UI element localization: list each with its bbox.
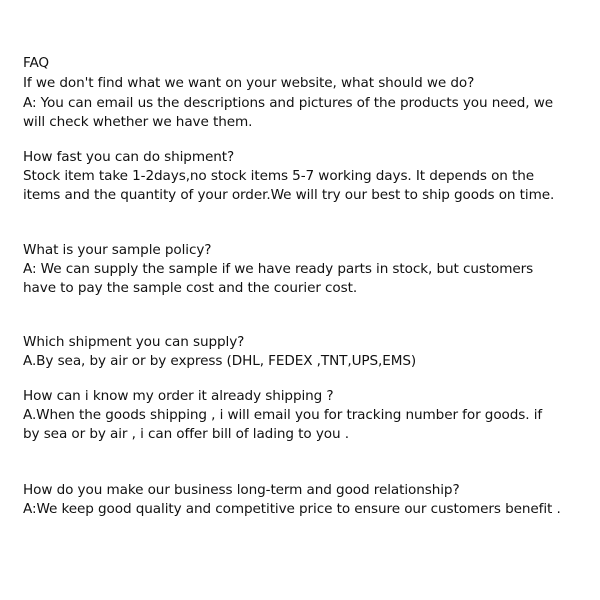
faq-answer-2-line-1: Stock item take 1-2days,no stock items 5-7 working days. It depends on the: [23, 168, 535, 184]
faq-answer-2-line-2: items and the quantity of your order.We will try our best to ship goods on time.: [23, 187, 555, 203]
faq-answer-4-line-1: A.By sea, by air or by express (DHL, FEDEX ,TNT,UPS,EMS): [23, 353, 417, 369]
faq-heading: FAQ: [23, 55, 50, 71]
faq-answer-1-line-2: will check whether we have them.: [23, 114, 253, 130]
faq-question-4: Which shipment you can supply?: [23, 334, 245, 350]
faq-answer-1-line-1: A: You can email us the descriptions and pictures of the products you need, we: [23, 95, 554, 111]
faq-answer-3-line-1: A: We can supply the sample if we have ready parts in stock, but customers: [23, 261, 534, 277]
faq-answer-6-line-1: A:We keep good quality and competitive price to ensure our customers benefit .: [23, 501, 561, 517]
faq-answer-3-line-2: have to pay the sample cost and the courier cost.: [23, 280, 358, 296]
faq-answer-5-line-1: A.When the goods shipping , i will email you for tracking number for goods. if: [23, 407, 543, 423]
faq-question-5: How can i know my order it already shipping ?: [23, 388, 334, 404]
faq-question-2: How fast you can do shipment?: [23, 149, 235, 165]
faq-answer-5-line-2: by sea or by air , i can offer bill of lading to you .: [23, 426, 349, 442]
faq-question-1: If we don't find what we want on your website, what should we do?: [23, 75, 475, 91]
faq-question-6: How do you make our business long-term and good relationship?: [23, 482, 460, 498]
faq-question-3: What is your sample policy?: [23, 242, 212, 258]
